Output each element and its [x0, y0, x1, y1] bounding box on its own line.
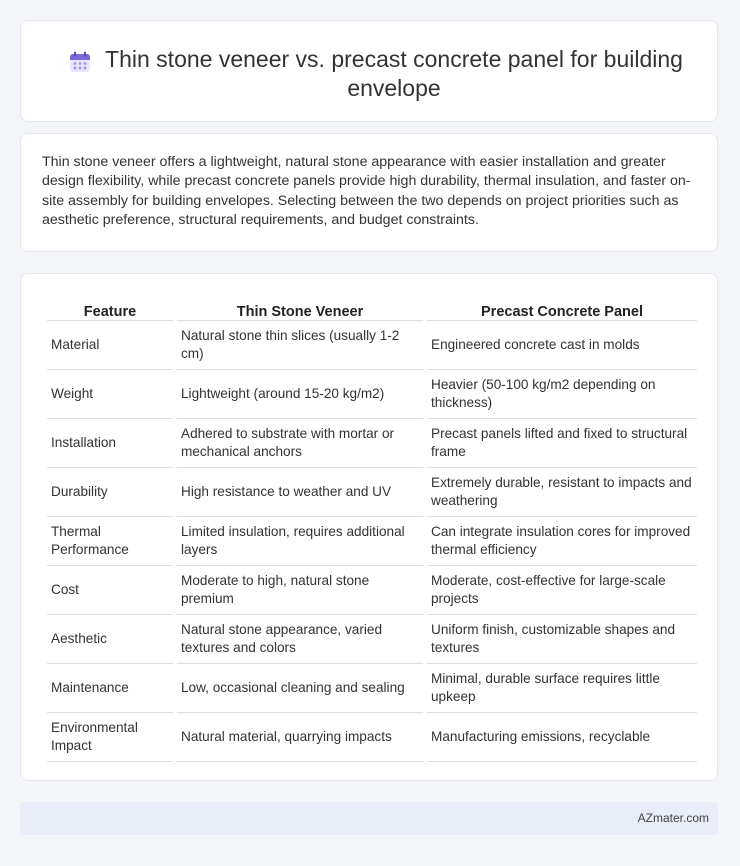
feature-cell: Maintenance — [47, 664, 173, 713]
table-row — [47, 664, 697, 713]
veneer-cell: Natural material, quarrying impacts — [177, 713, 423, 762]
veneer-cell: Moderate to high, natural stone premium — [177, 566, 423, 615]
precast-cell: Moderate, cost-effective for large-scale projects — [427, 566, 697, 615]
footer-brand: AZmater.com — [637, 811, 709, 825]
veneer-cell: Natural stone thin slices (usually 1-2 cm) — [177, 321, 423, 370]
table-row — [47, 370, 697, 419]
table-row — [47, 713, 697, 762]
header-feature: Feature — [47, 294, 173, 321]
precast-cell: Engineered concrete cast in molds — [427, 321, 697, 370]
title-card — [20, 20, 718, 122]
table-row — [47, 321, 697, 370]
table-row — [47, 517, 697, 566]
precast-cell: Extremely durable, resistant to impacts and weathering — [427, 468, 697, 517]
calendar-icon — [69, 51, 91, 73]
veneer-cell: Limited insulation, requires additional layers — [177, 517, 423, 566]
feature-cell: Environmental Impact — [47, 713, 173, 762]
precast-cell: Uniform finish, customizable shapes and textures — [427, 615, 697, 664]
veneer-cell: Low, occasional cleaning and sealing — [177, 664, 423, 713]
table-card — [20, 273, 718, 781]
feature-cell: Cost — [47, 566, 173, 615]
precast-cell: Manufacturing emissions, recyclable — [427, 713, 697, 762]
veneer-cell: High resistance to weather and UV — [177, 468, 423, 517]
feature-cell: Durability — [47, 468, 173, 517]
veneer-cell: Natural stone appearance, varied textures and colors — [177, 615, 423, 664]
precast-cell: Heavier (50-100 kg/m2 depending on thickness) — [427, 370, 697, 419]
feature-cell: Weight — [47, 370, 173, 419]
table-row — [47, 615, 697, 664]
feature-cell: Aesthetic — [47, 615, 173, 664]
feature-cell: Material — [47, 321, 173, 370]
precast-cell: Precast panels lifted and fixed to structural frame — [427, 419, 697, 468]
feature-cell: Thermal Performance — [47, 517, 173, 566]
page-title: Thin stone veneer vs. precast concrete panel for building envelope — [105, 46, 683, 101]
header-thin-stone-veneer: Thin Stone Veneer — [177, 294, 423, 321]
summary-text: Thin stone veneer offers a lightweight, natural stone appearance with easier installation and greater design flexibility, while precast concrete panels provide high durability, thermal insulation, and faster on-site assembly for building envelopes. Selecting between the two depends on project priorities such as aesthetic preference, structural requirements, and budget constraints. — [42, 154, 691, 229]
precast-cell: Can integrate insulation cores for improved thermal efficiency — [427, 517, 697, 566]
table-row — [47, 468, 697, 517]
precast-cell: Minimal, durable surface requires little upkeep — [427, 664, 697, 713]
table-header-row — [47, 294, 697, 321]
footer-bar — [20, 802, 718, 835]
feature-cell: Installation — [47, 419, 173, 468]
table-row — [47, 566, 697, 615]
comparison-table — [43, 294, 701, 762]
header-precast-concrete-panel: Precast Concrete Panel — [427, 294, 697, 321]
veneer-cell: Lightweight (around 15-20 kg/m2) — [177, 370, 423, 419]
veneer-cell: Adhered to substrate with mortar or mechanical anchors — [177, 419, 423, 468]
summary-card — [20, 133, 718, 252]
table-row — [47, 419, 697, 468]
title-wrap — [51, 45, 697, 103]
